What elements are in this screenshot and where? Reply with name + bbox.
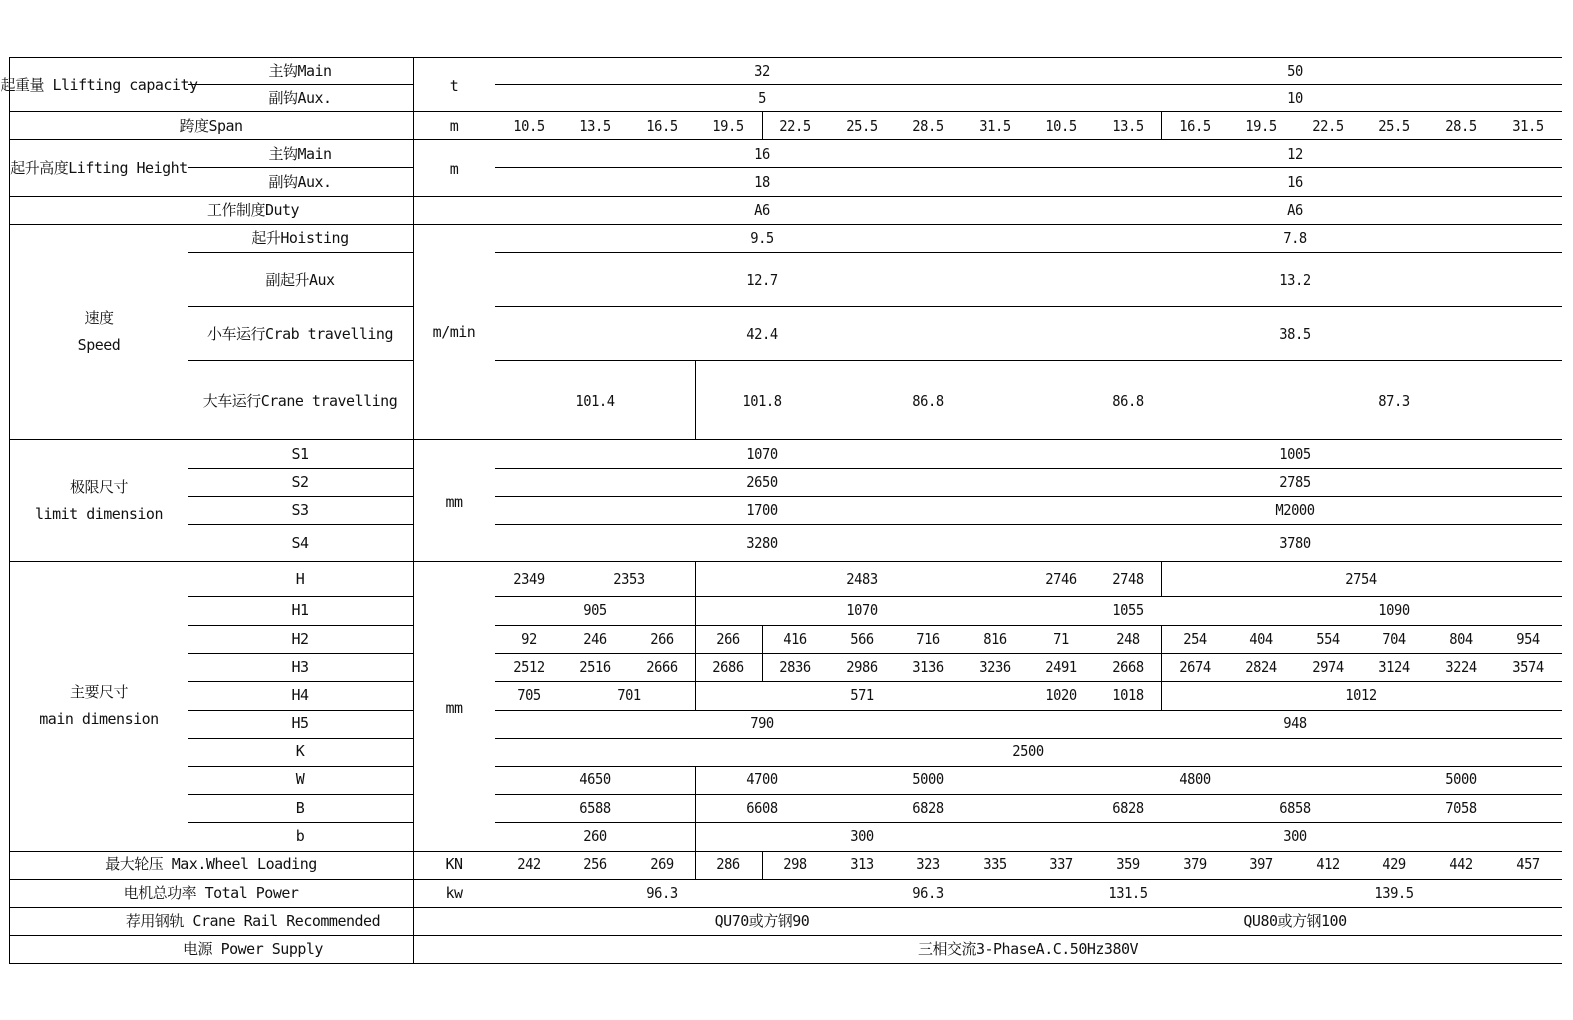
dim-W-label: W [295, 770, 305, 788]
crane-rail-label: 荐用钢轨 Crane Rail Recommended [125, 912, 381, 930]
dim-H3-value-12: 2824 [1245, 658, 1277, 676]
wheel-loading-value-12: 397 [1249, 855, 1273, 873]
speed-crab-32: 42.4 [746, 325, 778, 343]
limit-s2-32: 2650 [746, 473, 778, 491]
dim-b-value-2: 300 [850, 827, 874, 845]
speed-crane-value-5: 87.3 [1378, 392, 1410, 410]
wheel-loading-value-1: 242 [517, 855, 541, 873]
limit-s4-label: S4 [291, 534, 309, 552]
lifting-capacity-aux-label: 副钩Aux. [268, 89, 332, 107]
limit-s1-label: S1 [291, 445, 309, 463]
wheel-loading-value-13: 412 [1316, 855, 1340, 873]
wheel-loading-value-10: 359 [1116, 855, 1140, 873]
limit-s1-50: 1005 [1279, 445, 1311, 463]
lifting-height-label: 起升高度Lifting Height [10, 159, 188, 177]
speed-hoisting-50: 7.8 [1283, 229, 1307, 247]
dim-H3-label: H3 [291, 658, 309, 676]
dim-H3-value-15: 3224 [1445, 658, 1477, 676]
dim-H4-value-3: 571 [850, 686, 874, 704]
dim-H2-value-14: 704 [1382, 630, 1406, 648]
wheel-loading-unit: KN [445, 855, 463, 873]
speed-crab-50: 38.5 [1279, 325, 1311, 343]
wheel-loading-value-6: 313 [850, 855, 874, 873]
speed-hoisting-32: 9.5 [750, 229, 774, 247]
span-value-10: 13.5 [1112, 117, 1144, 135]
span-value-8: 31.5 [979, 117, 1011, 135]
dim-B-value-3: 6828 [912, 799, 944, 817]
limit-s2-label: S2 [291, 473, 309, 491]
dim-H2-value-4: 266 [716, 630, 740, 648]
span-value-6: 25.5 [846, 117, 878, 135]
limit-label-cn: 极限尺寸 [69, 478, 129, 496]
duty-label: 工作制度Duty [206, 201, 300, 219]
dim-H-label: H [295, 570, 305, 588]
power-supply-value: 三相交流3-PhaseA.C.50Hz380V [917, 940, 1139, 958]
speed-label-cn: 速度 [84, 309, 114, 327]
wheel-loading-value-7: 323 [916, 855, 940, 873]
lifting-capacity-label: 起重量 Llifting capacity [0, 76, 198, 94]
dim-H3-value-6: 2986 [846, 658, 878, 676]
limit-s2-50: 2785 [1279, 473, 1311, 491]
speed-aux-label: 副起升Aux [265, 271, 335, 289]
dim-H2-value-1: 92 [521, 630, 537, 648]
dim-B-value-6: 7058 [1445, 799, 1477, 817]
speed-hoisting-label: 起升Hoisting [251, 229, 349, 247]
dim-B-value-4: 6828 [1112, 799, 1144, 817]
span-value-4: 19.5 [712, 117, 744, 135]
dim-W-value-2: 4700 [746, 770, 778, 788]
total-power-value-1: 96.3 [646, 884, 678, 902]
span-value-13: 22.5 [1312, 117, 1344, 135]
speed-crab-label: 小车运行Crab travelling [207, 325, 393, 343]
dim-H2-value-3: 266 [650, 630, 674, 648]
limit-s3-32: 1700 [746, 501, 778, 519]
speed-crane-label: 大车运行Crane travelling [202, 392, 398, 410]
wheel-loading-value-3: 269 [650, 855, 674, 873]
speed-crane-value-2: 101.8 [742, 392, 782, 410]
dim-W-value-3: 5000 [912, 770, 944, 788]
dim-W-value-4: 4800 [1179, 770, 1211, 788]
dim-H2-value-15: 804 [1449, 630, 1473, 648]
dim-W-value-5: 5000 [1445, 770, 1477, 788]
lifting-capacity-main-32: 32 [754, 62, 770, 80]
span-value-11: 16.5 [1179, 117, 1211, 135]
speed-unit: m/min [432, 323, 476, 341]
dim-H3-value-13: 2974 [1312, 658, 1344, 676]
dim-B-value-5: 6858 [1279, 799, 1311, 817]
dim-H2-value-6: 566 [850, 630, 874, 648]
dim-H3-value-9: 2491 [1045, 658, 1077, 676]
lifting-capacity-main-50: 50 [1287, 62, 1303, 80]
dim-H1-value-4: 1090 [1378, 601, 1410, 619]
dim-H3-value-10: 2668 [1112, 658, 1144, 676]
dim-H-value-1: 2349 [513, 570, 545, 588]
dim-b-value-1: 260 [583, 827, 607, 845]
dim-H3-value-8: 3236 [979, 658, 1011, 676]
dim-H5-value-2: 948 [1283, 714, 1307, 732]
speed-label-en: Speed [77, 336, 121, 354]
dim-H4-value-2: 701 [617, 686, 641, 704]
main-dim-label-en: main dimension [39, 710, 159, 728]
duty-32: A6 [754, 201, 770, 219]
dim-H3-value-1: 2512 [513, 658, 545, 676]
dim-H2-value-8: 816 [983, 630, 1007, 648]
dim-b-label: b [295, 827, 305, 845]
total-power-value-3: 131.5 [1108, 884, 1148, 902]
span-value-3: 16.5 [646, 117, 678, 135]
limit-unit: mm [445, 493, 463, 511]
speed-crane-value-4: 86.8 [1112, 392, 1144, 410]
dim-H2-value-11: 254 [1183, 630, 1207, 648]
dim-H-value-3: 2483 [846, 570, 878, 588]
dim-H2-value-12: 404 [1249, 630, 1273, 648]
lifting-capacity-aux-50: 10 [1287, 89, 1303, 107]
lifting-height-main-50: 12 [1287, 145, 1303, 163]
power-supply-label: 电源 Power Supply [183, 940, 323, 958]
limit-label-en: limit dimension [35, 505, 163, 523]
span-label: 跨度Span [179, 117, 243, 135]
lifting-capacity-aux-32: 5 [758, 89, 766, 107]
dim-H1-value-1: 905 [583, 601, 607, 619]
speed-aux-32: 12.7 [746, 271, 778, 289]
total-power-value-4: 139.5 [1374, 884, 1414, 902]
lifting-capacity-unit: t [449, 77, 459, 95]
speed-crane-value-3: 86.8 [912, 392, 944, 410]
span-value-14: 25.5 [1378, 117, 1410, 135]
span-value-9: 10.5 [1045, 117, 1077, 135]
dim-H-value-2: 2353 [613, 570, 645, 588]
lifting-height-unit: m [449, 160, 459, 178]
dim-H-value-5: 2748 [1112, 570, 1144, 588]
limit-s3-label: S3 [291, 501, 309, 519]
limit-s1-32: 1070 [746, 445, 778, 463]
span-value-7: 28.5 [912, 117, 944, 135]
dim-H2-value-10: 248 [1116, 630, 1140, 648]
span-value-1: 10.5 [513, 117, 545, 135]
dim-H2-value-16: 954 [1516, 630, 1540, 648]
dim-H1-value-2: 1070 [846, 601, 878, 619]
wheel-loading-value-11: 379 [1183, 855, 1207, 873]
dim-H3-value-16: 3574 [1512, 658, 1544, 676]
dim-H3-value-2: 2516 [579, 658, 611, 676]
dim-H3-value-3: 2666 [646, 658, 678, 676]
total-power-value-2: 96.3 [912, 884, 944, 902]
dim-b-value-3: 300 [1283, 827, 1307, 845]
dim-H2-value-7: 716 [916, 630, 940, 648]
lifting-height-aux-50: 16 [1287, 173, 1303, 191]
dim-H2-value-13: 554 [1316, 630, 1340, 648]
main-dim-unit: mm [445, 699, 463, 717]
dim-H2-value-5: 416 [783, 630, 807, 648]
crane-rail-50: QU80或方钢100 [1243, 912, 1347, 930]
wheel-loading-value-4: 286 [716, 855, 740, 873]
dim-H2-label: H2 [291, 630, 309, 648]
dim-H3-value-14: 3124 [1378, 658, 1410, 676]
dim-H4-value-5: 1018 [1112, 686, 1144, 704]
wheel-loading-value-8: 335 [983, 855, 1007, 873]
wheel-loading-value-15: 442 [1449, 855, 1473, 873]
span-value-12: 19.5 [1245, 117, 1277, 135]
wheel-loading-value-9: 337 [1049, 855, 1073, 873]
dim-W-value-1: 4650 [579, 770, 611, 788]
dim-H5-label: H5 [291, 714, 309, 732]
dim-K-value: 2500 [1012, 742, 1044, 760]
dim-H4-label: H4 [291, 686, 309, 704]
wheel-loading-value-14: 429 [1382, 855, 1406, 873]
limit-s4-32: 3280 [746, 534, 778, 552]
span-value-15: 28.5 [1445, 117, 1477, 135]
dim-H3-value-11: 2674 [1179, 658, 1211, 676]
wheel-loading-value-16: 457 [1516, 855, 1540, 873]
total-power-unit: kw [445, 884, 463, 902]
limit-s4-50: 3780 [1279, 534, 1311, 552]
lifting-capacity-main-label: 主钩Main [268, 62, 332, 80]
dim-K-label: K [295, 742, 305, 760]
dim-H-value-4: 2746 [1045, 570, 1077, 588]
span-value-2: 13.5 [579, 117, 611, 135]
dim-H3-value-7: 3136 [912, 658, 944, 676]
dim-H2-value-2: 246 [583, 630, 607, 648]
span-value-5: 22.5 [779, 117, 811, 135]
dim-H4-value-4: 1020 [1045, 686, 1077, 704]
dim-H3-value-4: 2686 [712, 658, 744, 676]
speed-aux-50: 13.2 [1279, 271, 1311, 289]
dim-B-label: B [295, 799, 305, 817]
wheel-loading-value-5: 298 [783, 855, 807, 873]
total-power-label: 电机总功率 Total Power [123, 884, 299, 902]
dim-H1-label: H1 [291, 601, 309, 619]
duty-50: A6 [1287, 201, 1303, 219]
wheel-loading-label: 最大轮压 Max.Wheel Loading [105, 855, 317, 873]
span-unit: m [449, 117, 459, 135]
wheel-loading-value-2: 256 [583, 855, 607, 873]
crane-rail-32: QU70或方钢90 [714, 912, 810, 930]
lifting-height-main-label: 主钩Main [268, 145, 332, 163]
dim-H-value-6: 2754 [1345, 570, 1377, 588]
lifting-height-aux-label: 副钩Aux. [268, 173, 332, 191]
lifting-height-aux-32: 18 [754, 173, 770, 191]
dim-H4-value-6: 1012 [1345, 686, 1377, 704]
dim-H3-value-5: 2836 [779, 658, 811, 676]
lifting-height-main-32: 16 [754, 145, 770, 163]
dim-B-value-2: 6608 [746, 799, 778, 817]
main-dim-label-cn: 主要尺寸 [69, 683, 129, 701]
dim-H2-value-9: 71 [1053, 630, 1069, 648]
dim-B-value-1: 6588 [579, 799, 611, 817]
dim-H5-value-1: 790 [750, 714, 774, 732]
dim-H1-value-3: 1055 [1112, 601, 1144, 619]
speed-crane-value-1: 101.4 [575, 392, 615, 410]
limit-s3-50: M2000 [1275, 501, 1315, 519]
dim-H4-value-1: 705 [517, 686, 541, 704]
span-value-16: 31.5 [1512, 117, 1544, 135]
